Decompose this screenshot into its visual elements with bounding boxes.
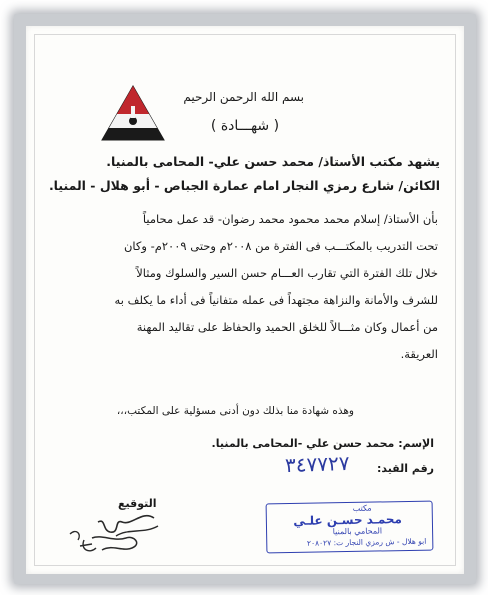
registration-number: ٣٤٧٧٢٧ — [284, 450, 350, 478]
name-line: الإسم: محمد حسن علي -المحامى بالمنيا. — [211, 437, 434, 450]
closing-line: وهذه شهادة منا بذلك دون أدنى مسؤلية على المكتب،،، — [116, 405, 354, 417]
handwritten-signature-icon — [62, 504, 172, 562]
document-page — [26, 26, 464, 574]
body-line-1: بأن الأستاذ/ إسلام محمد محمود محمد رضوان- قد عمل محامياً — [142, 212, 438, 226]
stamp-line-1: مكتب — [352, 503, 372, 513]
stamp-line-4: ابو هلال - ش رمزي النجار ت: ٢٠٨٠٢٧ — [306, 536, 427, 548]
registration-label: رقم القيد: — [376, 462, 434, 475]
body-line-6: العريقة. — [400, 347, 438, 361]
stamp-line-2: محمـد حسـن علـي — [293, 512, 402, 528]
certificate-title: ( شهـــادة ) — [210, 118, 280, 134]
office-line: يشهد مكتب الأستاذ/ محمد حسن علي- المحامى بالمنيا. — [106, 154, 440, 169]
body-line-5: من أعمال وكان مثـــالاً للخلق الحميد والحفاظ على تقاليد المهنة — [136, 320, 438, 334]
office-address: الكائن/ شارع رمزي النجار امام عمارة الجباص - أبو هلال - المنيا. — [48, 178, 440, 193]
stamp-line-3: المحامي بالمنيا — [332, 526, 383, 537]
body-line-3: خلال تلك الفترة التي تقارب العـــام حسن السير والسلوك ومثالاً — [136, 266, 438, 280]
office-stamp — [266, 501, 434, 554]
body-line-2: تحت التدريب بالمكتـــب فى الفترة من ٢٠٠٨م وحتى ٢٠٠٩م- وكان — [123, 239, 438, 253]
signature-label: التوقيع — [118, 497, 157, 510]
basmala: بسم الله الرحمن الرحيم — [183, 90, 304, 104]
body-line-4: للشرف والأمانة والنزاهة مجتهداً فى عمله متفانياً فى أداء ما يكلف به — [114, 293, 438, 307]
